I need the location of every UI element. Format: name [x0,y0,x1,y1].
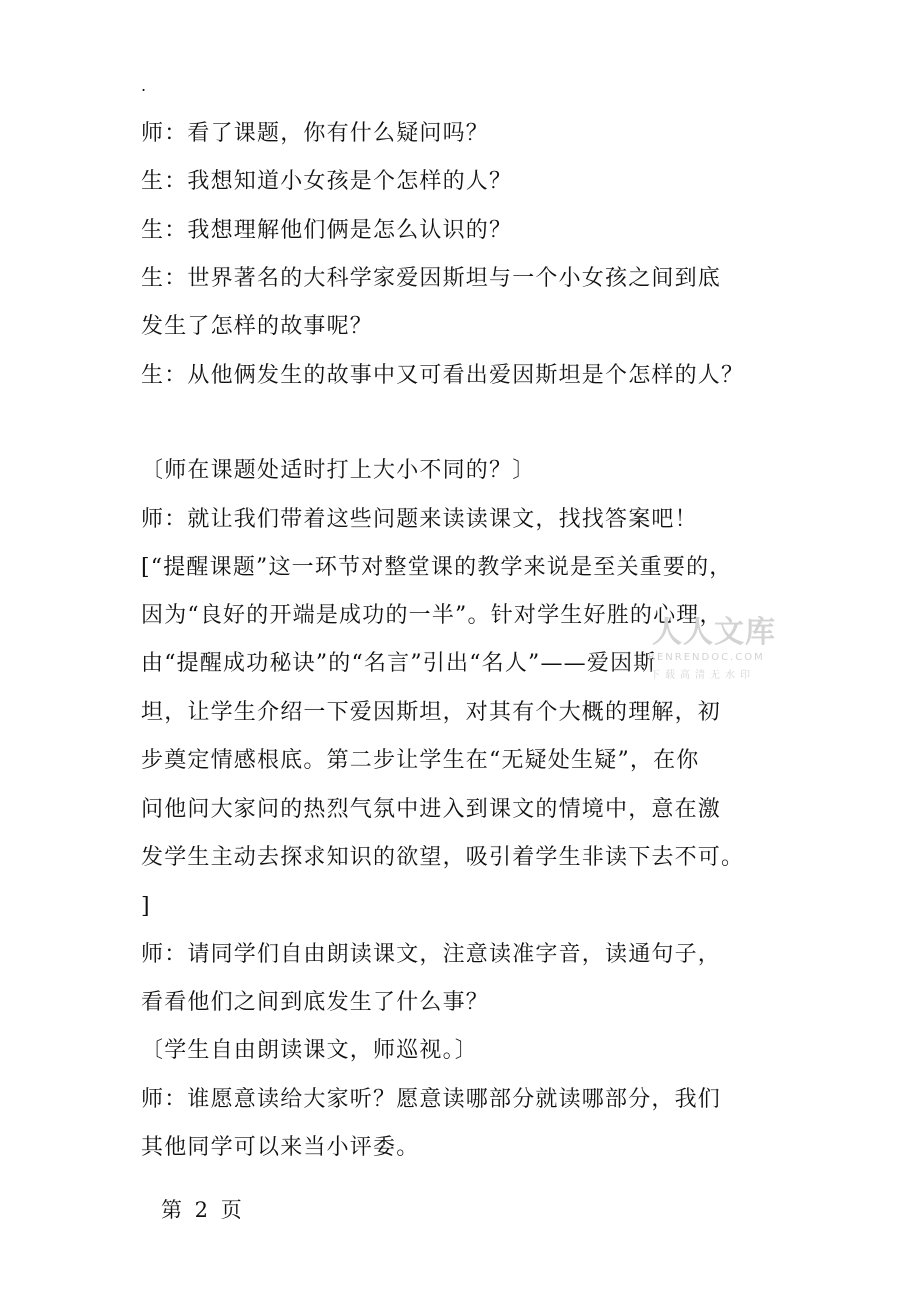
text-line-18: 看看他们之间到底发生了什么事？ [141,990,490,1015]
text-line-4: 生：世界著名的大科学家爱因斯坦与一个小女孩之间到底 [141,266,722,291]
text-line-21: 其他同学可以来当小评委。 [141,1135,420,1160]
text-line-2: 生：我想知道小女孩是个怎样的人？ [141,169,513,194]
text-line-7: 〔师在课题处适时打上大小不同的？〕 [141,458,536,483]
watermark-domain: RENRENDOC.COM [648,652,765,663]
text-line-20: 师：谁愿意读给大家听？愿意读哪部分就读哪部分，我们 [141,1087,722,1112]
text-line-19: 〔学生自由朗读课文，师巡视。〕 [141,1038,479,1063]
text-line-13: 步奠定情感根底。第二步让学生在“无疑处生疑”，在你 [141,748,700,773]
text-line-3: 生：我想理解他们俩是怎么认识的？ [141,218,513,243]
text-line-8: 师：就让我们带着这些问题来读读课文，找找答案吧！ [141,507,698,532]
text-line-17: 师：请同学们自由朗读课文，注意读准字音，读通句子， [141,942,722,967]
text-line-12: 坦，让学生介绍一下爱因斯坦，对其有个大概的理解，初 [141,700,722,725]
text-line-10: 因为“良好的开端是成功的一半”。针对学生好胜的心理， [141,603,723,628]
page-number: 第 2 页 [161,1198,245,1222]
top-dot-mark: . [141,76,147,95]
text-line-6: 生：从他俩发生的故事中又可看出爱因斯坦是个怎样的人？ [141,363,745,388]
text-line-14: 问他问大家问的热烈气氛中进入到课文的情境中，意在激 [141,797,722,822]
text-line-11: 由“提醒成功秘诀”的“名言”引出“名人”——爱因斯 [141,651,657,676]
text-line-9: [“提醒课题”这一环节对整堂课的教学来说是至关重要的， [141,555,733,580]
watermark-slogan: 下载高清无水印 [650,670,755,681]
text-line-1: 师：看了课题，你有什么疑问吗？ [141,121,490,146]
watermark-title: 人人文库 [652,615,776,650]
text-line-15: 发学生主动去探求知识的欲望，吸引着学生非读下去不可。 [141,845,745,870]
text-line-16: ] [141,894,151,919]
text-line-5: 发生了怎样的故事呢？ [141,314,374,339]
